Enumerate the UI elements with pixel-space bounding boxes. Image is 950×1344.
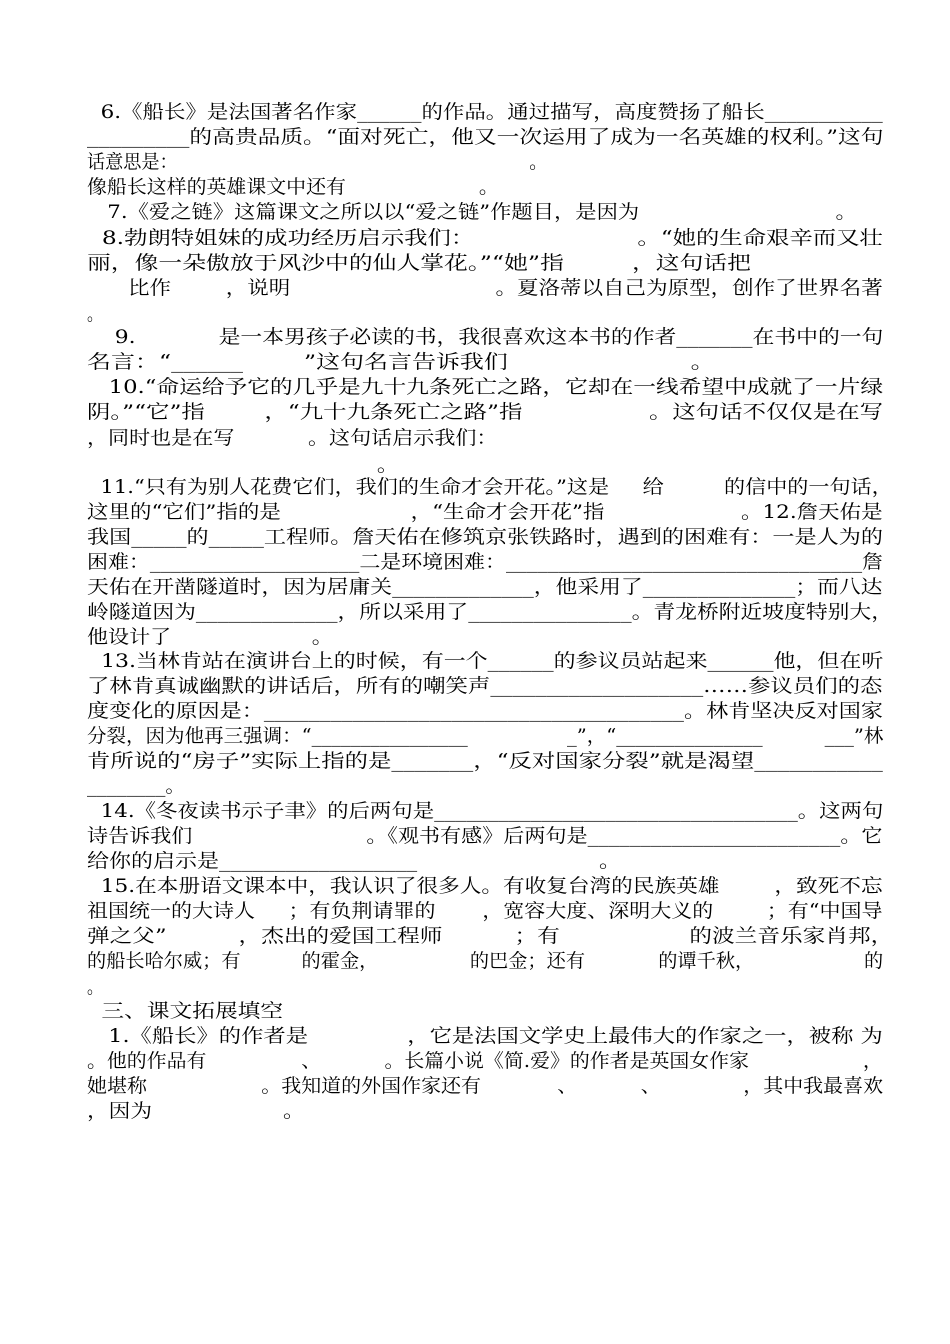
text-line: 13.当林肯站在演讲台上的时候，有一个______的参议员站起来______他，但在听 [87,650,884,672]
text-line: ，因为 。 [87,1100,305,1122]
text-line: 她堪称 。我知道的外国作家还有 、 、 ，其中我最喜欢 [87,1075,884,1097]
text-line: 这里的“它们”指的是 ，“生命才会开花”指 。12.詹天佑是 [87,501,883,523]
text-line: 给你的启示是__________________ 。 [87,850,622,872]
text-line: 8.勃朗特姐妹的成功经历启示我们： 。“她的生命艰辛而又壮 [87,227,883,249]
text-line: 9. 是一本男孩子必读的书，我很喜欢这本书的作者_______在书中的一句 [87,326,884,348]
text-line: 了林肯真诚幽默的讲话后，所有的嘲笑声___________________……参议员们的态 [87,675,883,697]
text-line: 10.“命运给予它的几乎是九十九条死亡之路，它却在一线希望中成就了一片绿 [87,376,884,398]
text-line: 像船长这样的英雄课文中还有 。 [87,176,499,198]
text-line: 他设计了 。 [87,626,333,648]
text-line: 我国_____的_____工程师。詹天佑在修筑京张铁路时，遇到的困难有：一是人为的 [87,526,883,548]
text-line: 度变化的原因是：______________________________________。林肯坚决反对国家 [87,700,883,722]
text-line: 。 [87,976,104,998]
text-line: 1.《船长》的作者是 ，它是法国文学史上最伟大的作家之一，被称 为 [87,1025,883,1047]
text-line: 天佑在开凿隧道时，因为居庸关_____________，他采用了______________；而八达 [87,576,883,598]
text-line: 15.在本册语文课本中，我认识了很多人。有收复台湾的民族英雄 ，致死不忘 [87,875,883,897]
text-line: 分裂，因为他再三强调：“________________ _”，“_______________ ___”林 [87,725,884,747]
text-line: ________。 [87,775,186,797]
text-line: 弹之父” ，杰出的爱国工程师 ；有 的波兰音乐家肖邦， [87,925,894,947]
text-line: 7.《爱之链》这篇课文之所以以“爱之链”作题目，是因为 。 [87,201,857,223]
text-line: 阴。”“它”指 ，“九十九条死亡之路”指 。这句话不仅仅是在写 [87,401,884,423]
text-line: 困难：____________________二是环境困难：__________________________________詹 [87,551,884,573]
text-line: 。 [87,454,399,476]
text-line: 肯所说的“房子”实际上指的是_______，“反对国家分裂”就是渴望___________ [87,750,883,772]
text-line: 14.《冬夜读书示子聿》的后两句是__________________________________。这两句 [87,800,884,822]
text-line: 。 [87,303,104,325]
text-line: 11.“只有为别人花费它们，我们的生命才会开花。”这是 给 的信中的一句话， [87,476,893,498]
text-line: 比作 ，说明 。夏洛蒂以自己为原型，创作了世界名著 [87,277,883,299]
text-line: 祖国统一的大诗人 ；有负荆请罪的 ，宽容大度、深明大义的 ；有“中国导 [87,900,883,922]
text-line: 话意思是： 。 [87,151,548,173]
text-line: 名言：“______ ”这句名言告诉我们 。 [87,351,715,373]
text-line: 诗告诉我们 。《观书有感》后两句是________________________。它 [87,825,883,847]
text-line: 。他的作品有 、 。长篇小说《简.爱》的作者是英国女作家 ， [87,1050,883,1072]
text-line: 丽，像一朵傲放于风沙中的仙人掌花。”“她”指 ，这句话把 [87,252,751,274]
text-line: 岭隧道因为_____________，所以采用了_______________。青龙桥附近坡度特别大， [87,601,894,623]
text-line: ，同时也是在写 。这句话启示我们： [87,427,498,449]
section-heading: 三、课文拓展填空 [87,1000,284,1022]
text-line: _________的高贵品质。“面对死亡，他又一次运用了成为一名英雄的权利。”这句 [87,126,884,148]
text-line: 6.《船长》是法国著名作家______的作品。通过描写，高度赞扬了船长___________ [87,101,883,123]
text-line: 的船长哈尔威；有 的霍金， 的巴金；还有 的谭千秋， 的 [87,950,884,972]
